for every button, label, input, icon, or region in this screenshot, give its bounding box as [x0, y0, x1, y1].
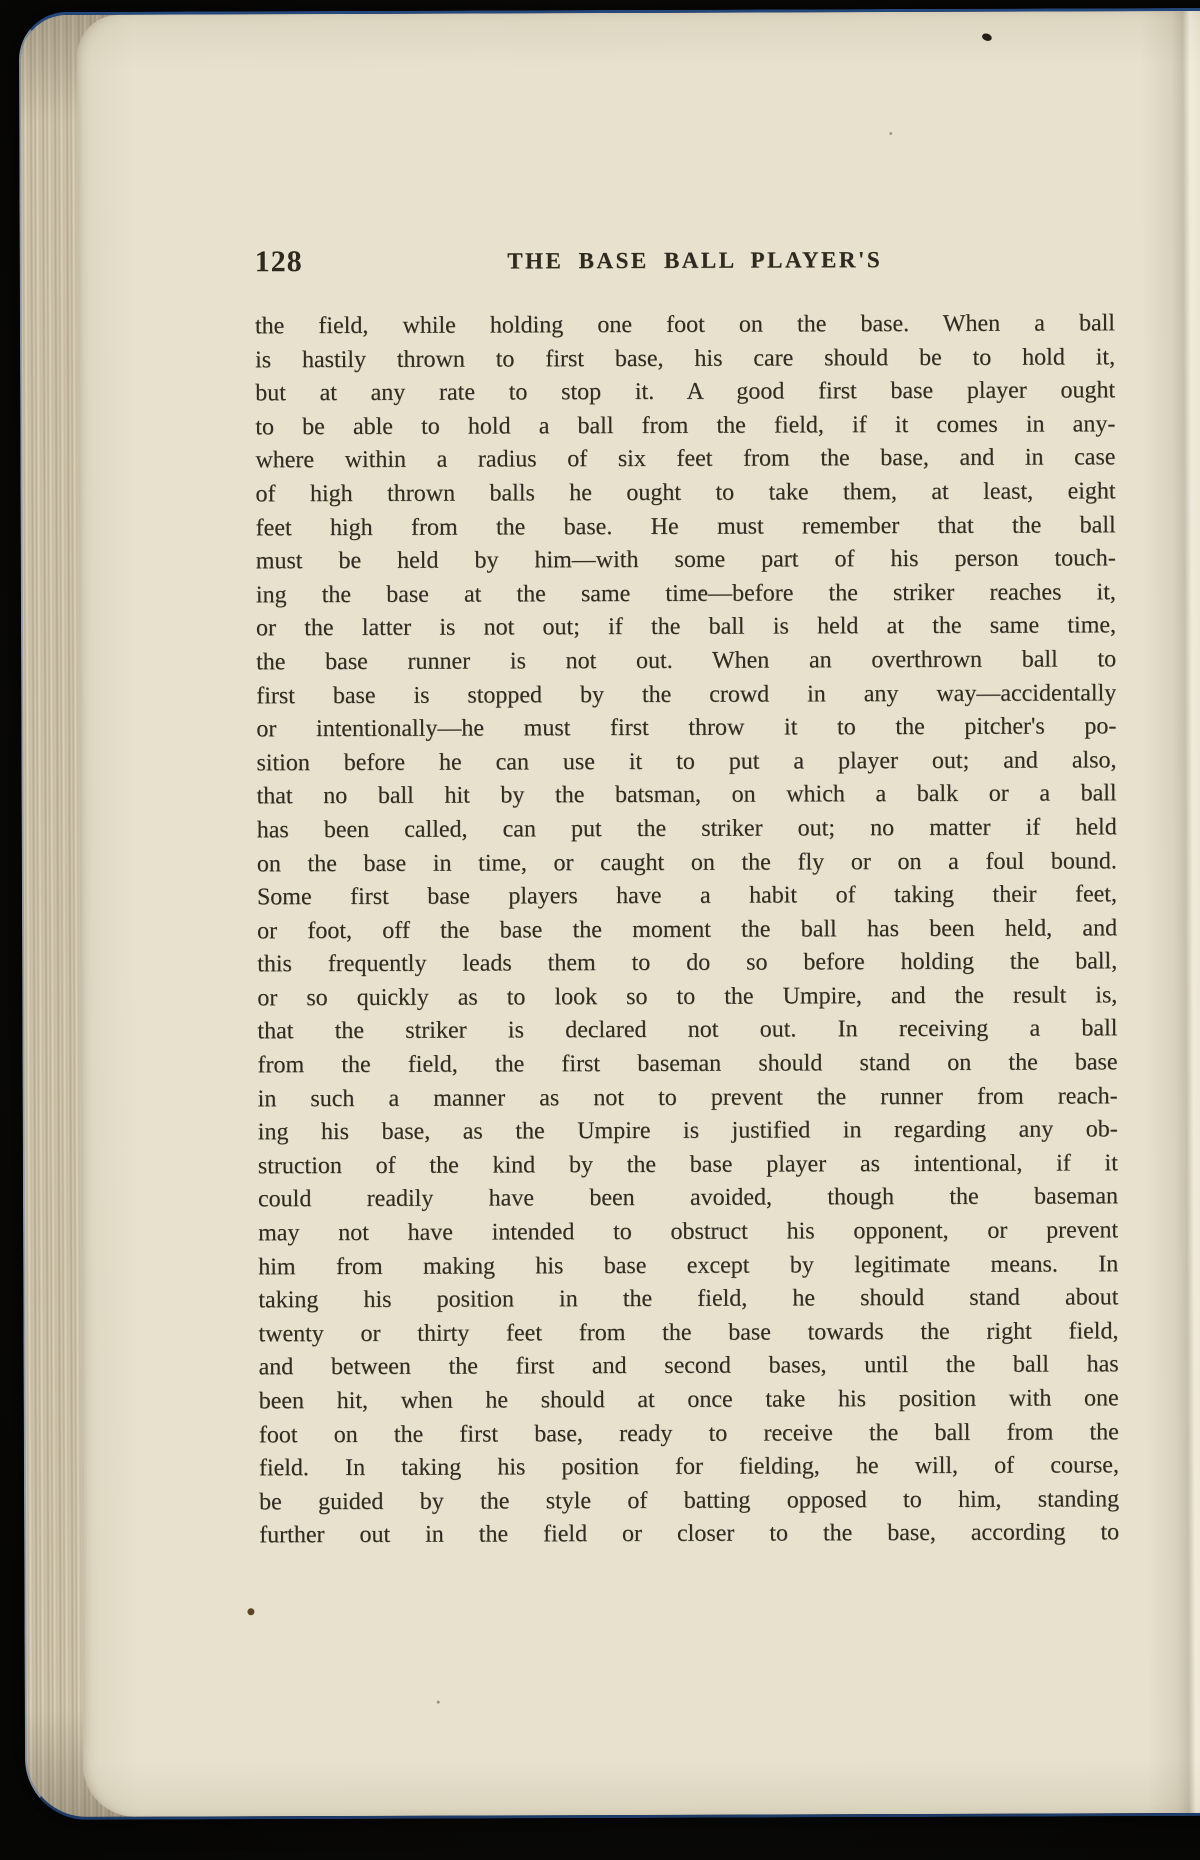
body-text [255, 307, 1119, 1553]
text-line: the field, while holding one foot on the base. When a ball [254, 310, 1115, 340]
text-line: sition before he can use it to put a player out; and also, [256, 746, 1117, 776]
text-line: has been called, can put the striker out; no matter if held [256, 814, 1117, 844]
text-line: this frequently leads them to do so before holding the ball, [257, 948, 1118, 978]
paper-speck [247, 1608, 254, 1615]
page-content [254, 11, 1120, 1549]
page-number: 128 [254, 245, 303, 279]
text-line: been hit, when he should at once take his position with one [258, 1385, 1119, 1415]
text-line: struction of the kind by the base player as intentional, if it [257, 1150, 1118, 1180]
text-line: that the striker is declared not out. In receiving a ball [257, 1015, 1118, 1045]
page-gutter-fold [1141, 11, 1200, 1813]
text-line: him from making his base except by legitimate means. In [258, 1250, 1119, 1280]
text-line: of high thrown balls he ought to take them, at least, eight [255, 478, 1116, 508]
text-line: could readily have been avoided, though the baseman [257, 1183, 1119, 1213]
text-line: must be held by him—with some part of his person touch- [255, 545, 1116, 575]
text-line: field. In taking his position for fielding, he will, of course, [258, 1452, 1119, 1482]
running-header: THE BASE BALL PLAYER'S [507, 247, 883, 274]
text-line: where within a radius of six feet from the base, and in case [255, 444, 1116, 474]
text-line: feet high from the base. He must remember that the ball [255, 511, 1116, 541]
text-line: or intentionally—he must first throw it to the pitcher's po- [256, 713, 1117, 743]
text-line: or the latter is not out; if the ball is held at the same time, [255, 612, 1117, 642]
text-line: to be able to hold a ball from the field, if it comes in any- [255, 411, 1116, 441]
text-line: first base is stopped by the crowd in any way—accidentally [256, 679, 1117, 709]
text-line: on the base in time, or caught on the fly or on a foul bound. [256, 847, 1117, 877]
text-line: ing the base at the same time—before the striker reaches it, [255, 579, 1116, 609]
text-line: and between the first and second bases, until the ball has [258, 1351, 1119, 1381]
text-line: or foot, off the base the moment the ball has been held, and [257, 914, 1118, 944]
text-line: ing his base, as the Umpire is justified in regarding any ob- [257, 1116, 1118, 1146]
text-line: foot on the first base, ready to receive the ball from the [258, 1418, 1119, 1448]
text-line: the base runner is not out. When an overthrown ball to [256, 646, 1117, 676]
paper-speck [437, 1701, 440, 1704]
text-line: Some first base players have a habit of taking their feet, [256, 881, 1117, 911]
text-line: but at any rate to stop it. A good first base player ought [255, 377, 1116, 407]
text-line: may not have intended to obstruct his opponent, or prevent [258, 1217, 1119, 1247]
text-line: twenty or thirty feet from the base towards the right field, [258, 1318, 1119, 1348]
page-header-row [255, 242, 1115, 281]
text-line: taking his position in the field, he should stand about [258, 1284, 1119, 1314]
book-page-stack [19, 8, 1200, 1820]
text-line: in such a manner as not to prevent the runner from reach- [257, 1082, 1118, 1112]
text-line: that no ball hit by the batsman, on which a balk or a ball [256, 780, 1117, 810]
text-line: further out in the field or closer to the base, according to [259, 1519, 1120, 1549]
text-line: from the field, the first baseman should stand on the base [257, 1049, 1118, 1079]
paper-speck [889, 132, 892, 135]
book-page [77, 11, 1200, 1817]
paper-speck [981, 32, 993, 42]
text-line: or so quickly as to look so to the Umpire, and the result is, [257, 982, 1118, 1012]
text-line: be guided by the style of batting opposed to him, standing [259, 1486, 1120, 1516]
text-line: is hastily thrown to first base, his care should be to hold it, [255, 343, 1116, 373]
